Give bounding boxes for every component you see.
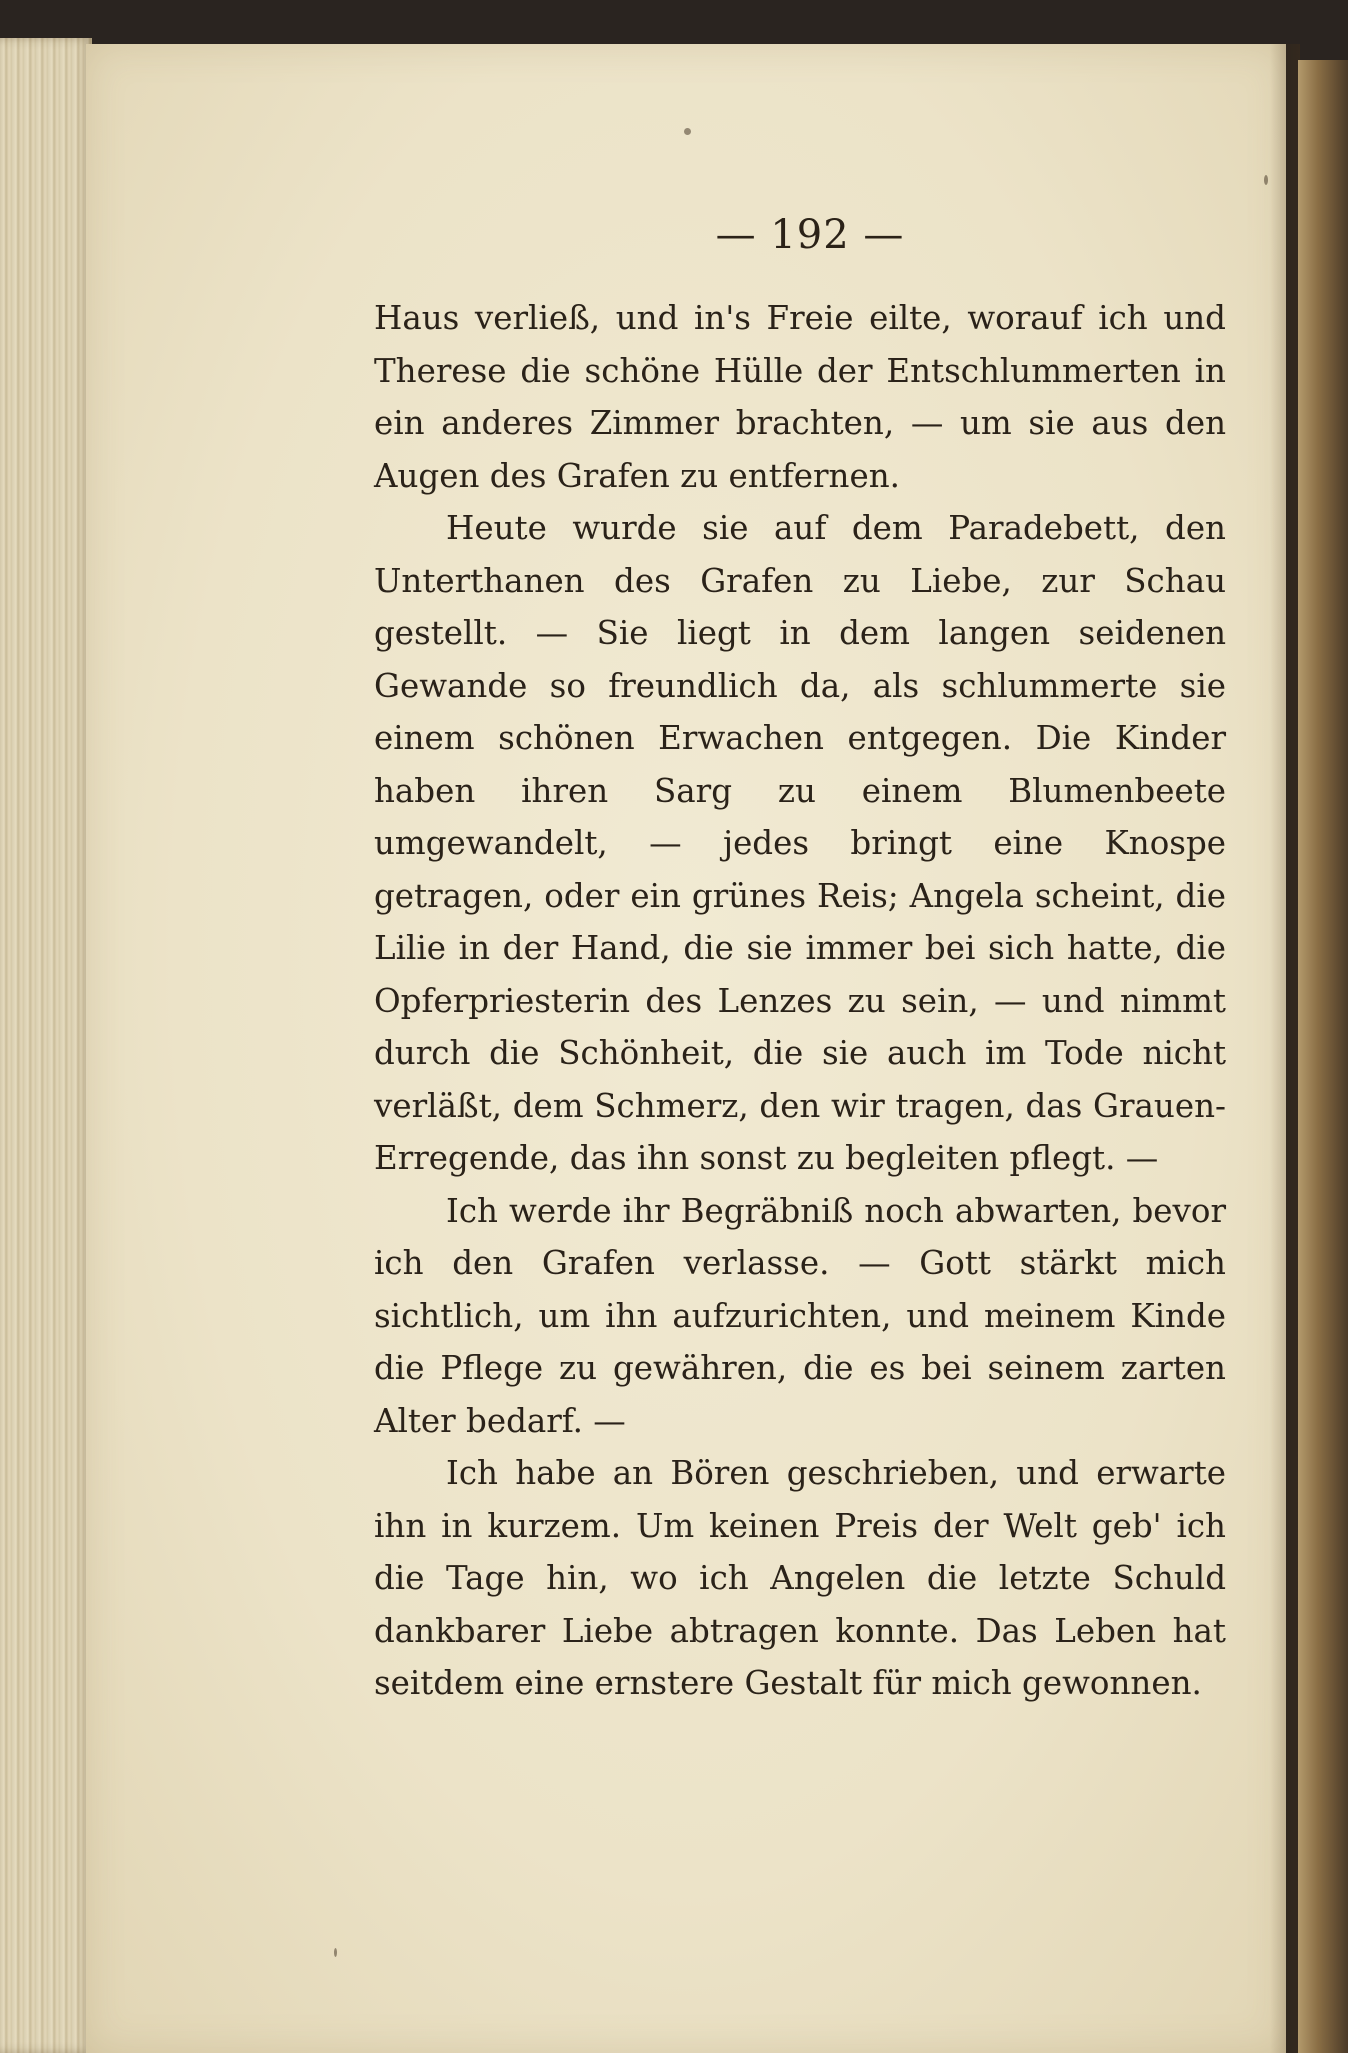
paper-speck [334, 1948, 337, 1957]
paragraph: Ich werde ihr Begräbniß noch abwarten, bevor ich den Grafen verlasse. — Gott stärkt mich sichtlich, um ihn aufzurichten, und meinem Kinde die Pflege zu gewähren, die es bei seinem zarten Alter bedarf. — [374, 1191, 1226, 1440]
paragraph: Heute wurde sie auf dem Paradebett, den Unterthanen des Grafen zu Liebe, zur Schau gestellt. — Sie liegt in dem langen seidenen Gewande so freundlich da, als schlummerte sie einem schönen Erwachen entgegen. Die Kinder haben ihren Sarg zu einem Blumenbeete umgewandelt, — jedes bringt eine Knospe getragen, oder ein grünes Reis; Angela scheint, die Lilie in der Hand, die sie immer bei sich hatte, die Opferpriesterin des Lenzes zu sein, — und nimmt durch die Schönheit, die sie auch im Tode nicht verläßt, dem Schmerz, den wir tragen, das Grauen-Erregende, das ihn sonst zu begleiten pflegt. — [374, 509, 1226, 1177]
paragraph: Ich habe an Bören geschrieben, und erwarte ihn in kurzem. Um keinen Preis der Welt geb' ich die Tage hin, wo ich Angelen die letzte Schuld dankbarer Liebe abtragen konnte. Das Leben hat seitdem eine ernstere Gestalt für mich gewonnen. [374, 1454, 1226, 1702]
gutter-shadow [1270, 44, 1300, 2053]
body-text [374, 292, 1226, 1710]
paper-speck [684, 128, 691, 135]
paragraph: Haus verließ, und in's Freie eilte, worauf ich und Therese die schöne Hülle der Entschlummerten in ein anderes Zimmer brachten, — um sie aus den Augen des Grafen zu entfernen. [374, 299, 1226, 495]
facing-page-edge [1298, 60, 1348, 2053]
paper-speck [1264, 175, 1268, 185]
page-edges [0, 38, 92, 2053]
page-number: — 192 — [715, 212, 905, 258]
